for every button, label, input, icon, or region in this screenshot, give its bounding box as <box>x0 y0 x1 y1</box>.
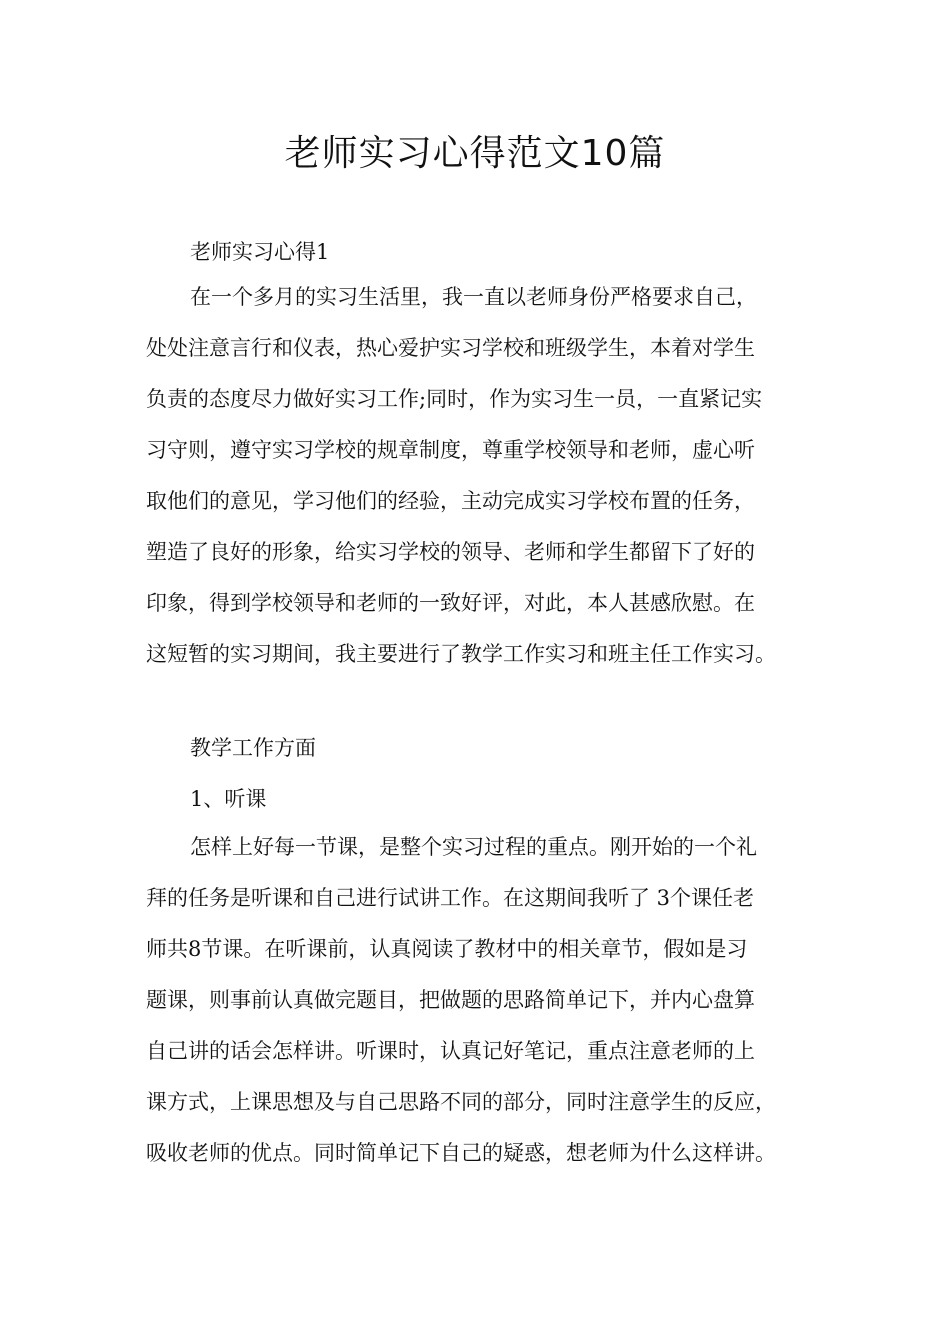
paragraph-line: 印象，得到学校领导和老师的一致好评，对此，本人甚感欣慰。在 <box>146 591 755 615</box>
paragraph-line: 题课，则事前认真做完题目，把做题的思路简单记下，并内心盘算 <box>146 988 755 1012</box>
paragraph-line: 习守则，遵守实习学校的规章制度，尊重学校领导和老师，虚心听 <box>146 438 755 462</box>
paragraph-line: 负责的态度尽力做好实习工作;同时，作为实习生一员，一直紧记实 <box>146 387 763 411</box>
document-title: 老师实习心得范文10篇 <box>284 133 666 174</box>
section-heading-2: 教学工作方面 <box>190 736 316 760</box>
paragraph-line: 塑造了良好的形象，给实习学校的领导、老师和学生都留下了好的 <box>146 540 755 564</box>
paragraph-line: 自己讲的话会怎样讲。听课时，认真记好笔记，重点注意老师的上 <box>146 1039 755 1063</box>
section-heading-1: 老师实习心得1 <box>190 240 330 264</box>
paragraph-line: 拜的任务是听课和自己进行试讲工作。在这期间我听了 3个课任老 <box>146 886 755 910</box>
paragraph-line: 取他们的意见，学习他们的经验，主动完成实习学校布置的任务， <box>146 489 755 513</box>
paragraph-line: 在一个多月的实习生活里，我一直以老师身份严格要求自己， <box>190 285 757 309</box>
paragraph-line: 怎样上好每一节课，是整个实习过程的重点。刚开始的一个礼 <box>190 835 757 859</box>
paragraph-line: 课方式，上课思想及与自己思路不同的部分，同时注意学生的反应， <box>146 1090 776 1114</box>
paragraph-1 <box>146 272 810 680</box>
paragraph-line: 处处注意言行和仪表，热心爱护实习学校和班级学生，本着对学生 <box>146 336 755 360</box>
paragraph-line: 吸收老师的优点。同时简单记下自己的疑惑，想老师为什么这样讲。 <box>146 1141 776 1165</box>
paragraph-line: 师共8节课。在听课前，认真阅读了教材中的相关章节，假如是习 <box>146 937 748 961</box>
paragraph-2 <box>146 822 810 1179</box>
paragraph-line: 这短暂的实习期间，我主要进行了教学工作实习和班主任工作实习。 <box>146 642 776 666</box>
subheading-listen: 1、听课 <box>190 787 267 811</box>
